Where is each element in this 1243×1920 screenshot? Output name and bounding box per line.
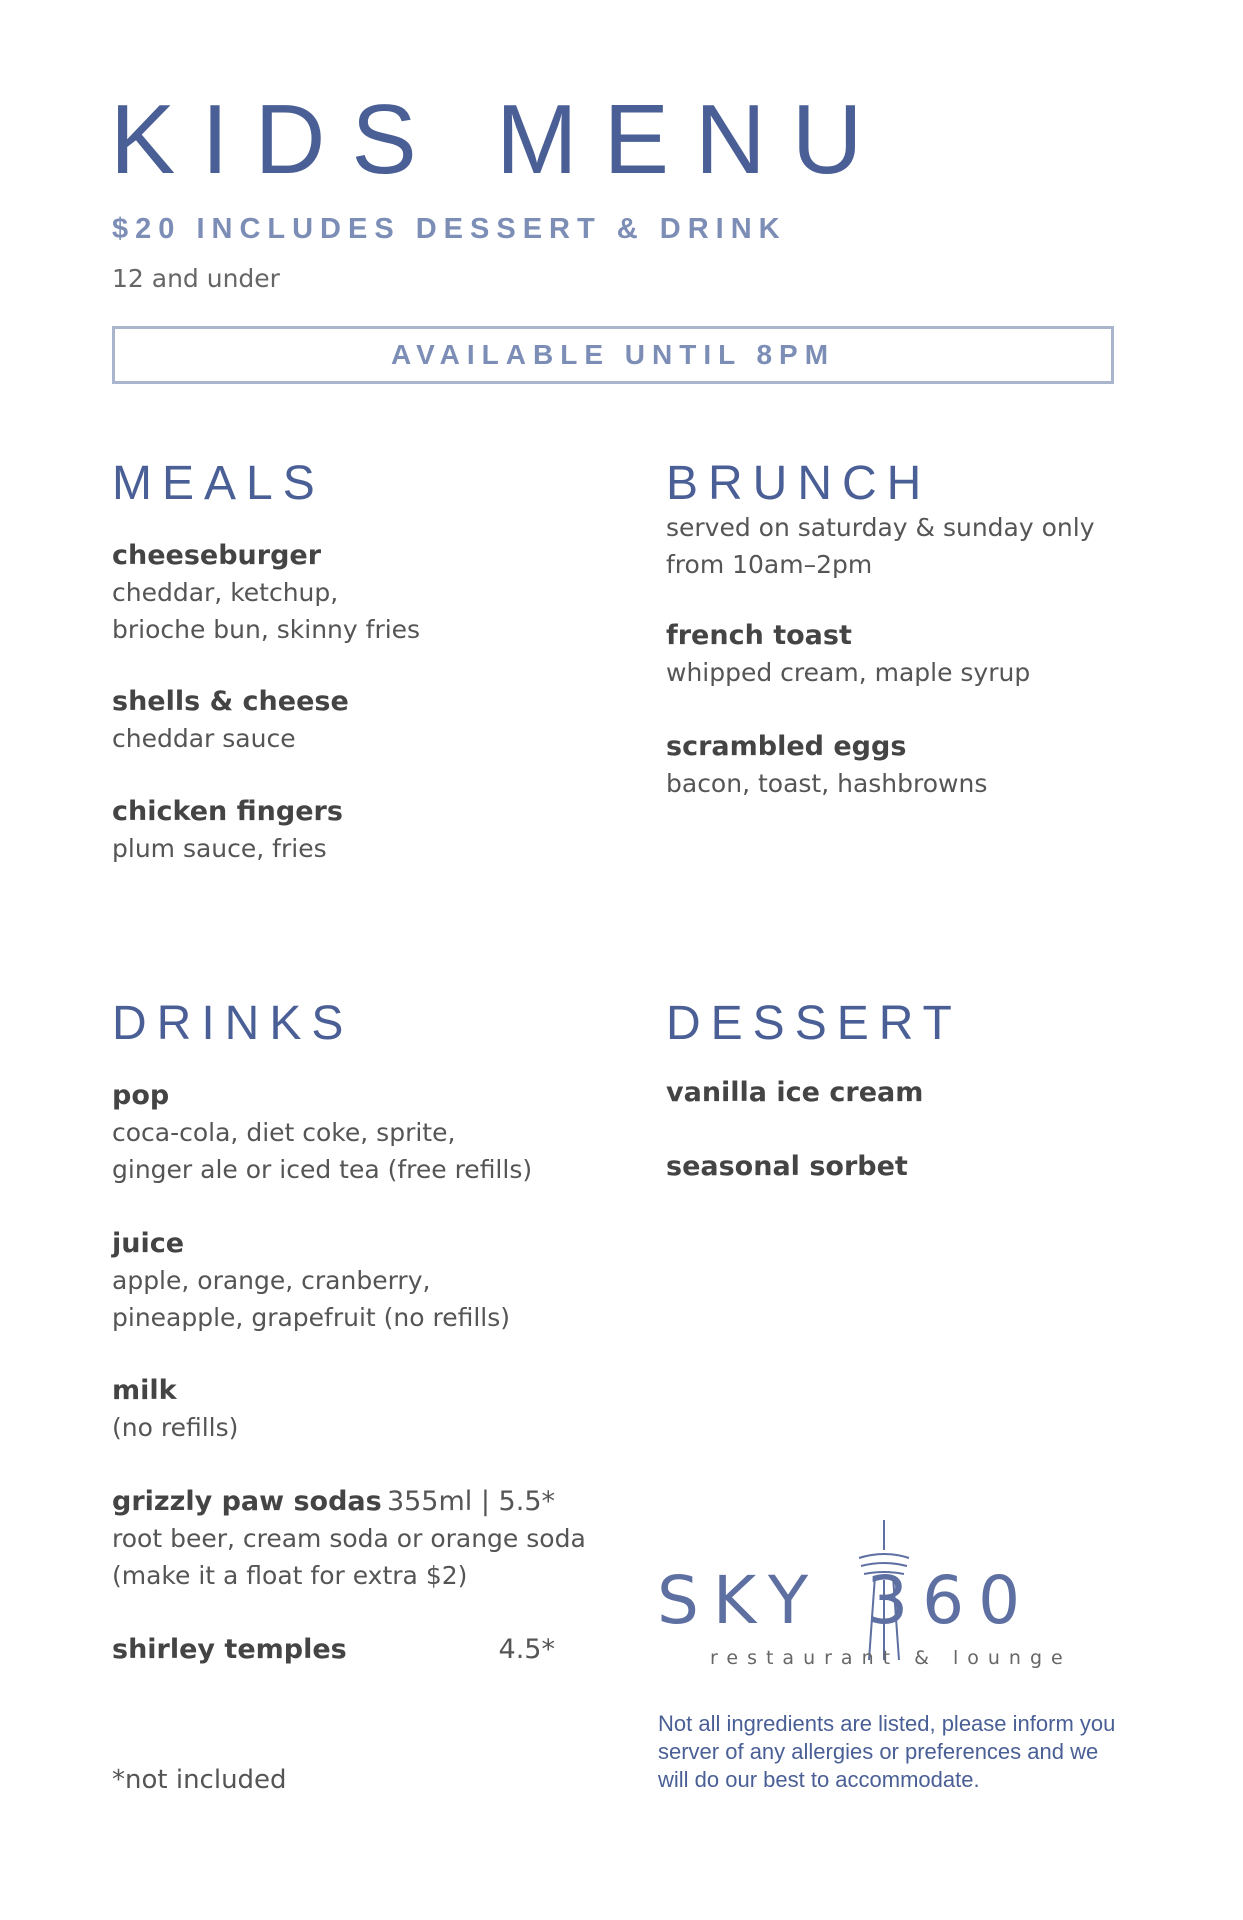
item-desc: whipped cream, maple syrup bbox=[666, 658, 1031, 687]
allergy-disclaimer: Not all ingredients are listed, please inform you server of any allergies or preferences and we will do our best to accommodate. bbox=[658, 1711, 1116, 1792]
brunch-note bbox=[666, 509, 1095, 583]
item-name: shells & cheese bbox=[112, 686, 349, 717]
age-note: 12 and under bbox=[112, 264, 280, 293]
menu-item-shells-cheese bbox=[112, 684, 349, 757]
section-title-drinks: DRINKS bbox=[112, 997, 354, 1050]
item-desc: plum sauce, fries bbox=[112, 834, 327, 863]
item-desc: root beer, cream soda or orange soda bbox=[112, 1524, 586, 1553]
section-title-brunch: BRUNCH bbox=[666, 457, 932, 510]
menu-item-seasonal-sorbet bbox=[666, 1149, 908, 1185]
item-desc: pineapple, grapefruit (no refills) bbox=[112, 1303, 511, 1332]
menu-item-french-toast bbox=[666, 618, 1030, 691]
item-desc: (no refills) bbox=[112, 1413, 239, 1442]
menu-item-cheeseburger bbox=[112, 538, 420, 648]
item-row bbox=[112, 1632, 555, 1668]
item-name: vanilla ice cream bbox=[666, 1077, 924, 1108]
brunch-note-line: served on saturday & sunday only bbox=[666, 513, 1095, 542]
menu-item-vanilla-ice-cream bbox=[666, 1075, 923, 1111]
menu-item-pop bbox=[112, 1078, 532, 1188]
item-name: scrambled eggs bbox=[666, 731, 907, 762]
item-desc: ginger ale or iced tea (free refills) bbox=[112, 1155, 533, 1184]
menu-item-shirley-temples bbox=[112, 1632, 555, 1668]
logo-left: SKY bbox=[657, 1562, 823, 1639]
item-name: chicken fingers bbox=[112, 796, 343, 827]
brunch-note-line: from 10am–2pm bbox=[666, 550, 873, 579]
item-price: 355ml | 5.5* bbox=[386, 1486, 555, 1517]
item-desc: (make it a float for extra $2) bbox=[112, 1561, 468, 1590]
item-desc: bacon, toast, hashbrowns bbox=[666, 769, 988, 798]
item-name: grizzly paw sodas bbox=[112, 1486, 382, 1517]
menu-item-milk bbox=[112, 1373, 238, 1446]
item-name: seasonal sorbet bbox=[666, 1151, 908, 1182]
item-name: milk bbox=[112, 1375, 177, 1406]
item-price: 4.5* bbox=[498, 1634, 555, 1665]
section-title-dessert: DESSERT bbox=[666, 997, 962, 1050]
item-desc: cheddar sauce bbox=[112, 724, 296, 753]
item-desc: coca-cola, diet coke, sprite, bbox=[112, 1118, 456, 1147]
availability-text: AVAILABLE UNTIL 8PM bbox=[390, 339, 836, 370]
item-name: cheeseburger bbox=[112, 540, 322, 571]
footnote-not-included: *not included bbox=[112, 1765, 287, 1795]
item-name: french toast bbox=[666, 620, 852, 651]
item-name: pop bbox=[112, 1080, 170, 1111]
item-desc: apple, orange, cranberry, bbox=[112, 1266, 431, 1295]
availability-banner bbox=[112, 326, 1114, 384]
item-name: shirley temples bbox=[112, 1634, 347, 1665]
item-desc: brioche bun, skinny fries bbox=[112, 615, 421, 644]
menu-subtitle: $20 INCLUDES DESSERT & DRINK bbox=[112, 213, 787, 245]
item-row bbox=[112, 1484, 555, 1520]
menu-title: KIDS MENU bbox=[110, 84, 889, 194]
menu-item-chicken-fingers bbox=[112, 794, 343, 867]
logo-subtitle: restaurant & lounge bbox=[710, 1647, 1072, 1669]
logo-wordmark bbox=[657, 1562, 1035, 1639]
menu-item-grizzly-paw-sodas bbox=[112, 1484, 586, 1594]
section-title-meals: MEALS bbox=[112, 457, 325, 510]
menu-item-scrambled-eggs bbox=[666, 729, 987, 802]
item-desc: cheddar, ketchup, bbox=[112, 578, 339, 607]
logo-right: 360 bbox=[866, 1562, 1035, 1639]
item-name: juice bbox=[112, 1228, 185, 1259]
menu-item-juice bbox=[112, 1226, 510, 1336]
